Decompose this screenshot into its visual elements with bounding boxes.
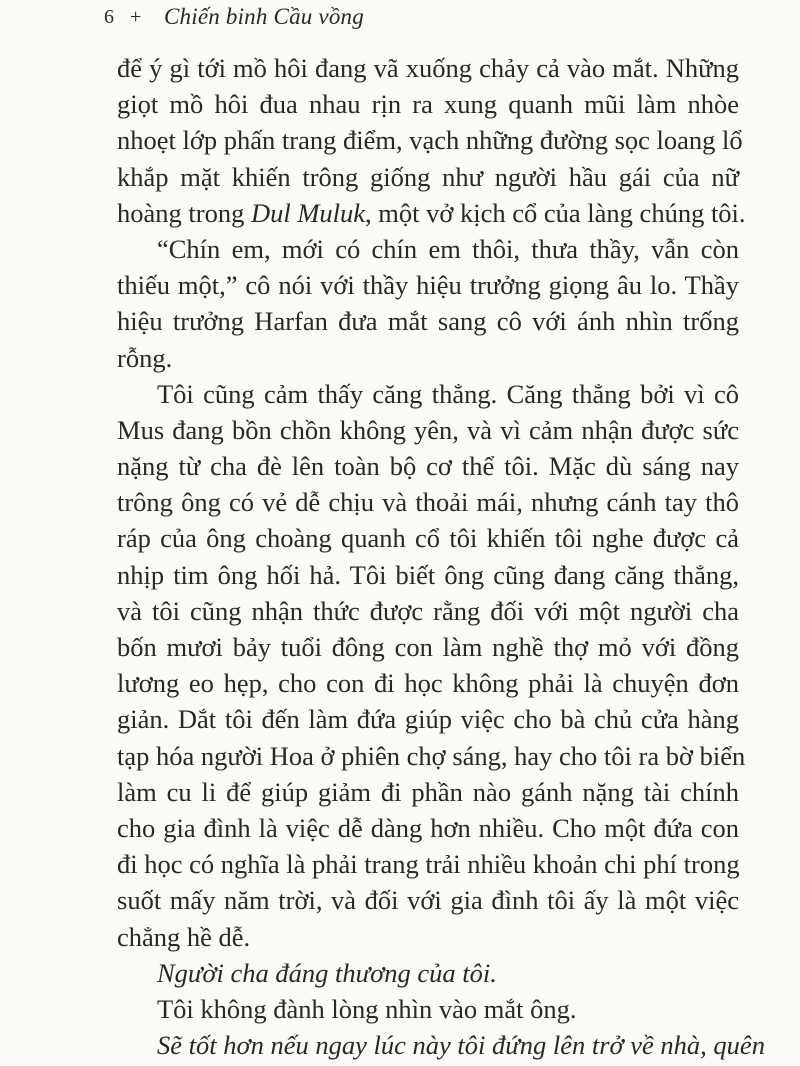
text-segment: trông ông có vẻ dễ chịu và thoải mái, nhưng cánh tay thô	[117, 487, 739, 518]
text-segment: để ý gì tới mồ hôi đang vã xuống chảy cả vào mắt. Những	[117, 53, 739, 83]
text-segment: “Chín em, mới có chín em thôi, thưa thầy, vẫn còn	[157, 233, 739, 264]
text-line	[117, 557, 739, 593]
running-title: Chiến binh Cầu vồng	[164, 4, 364, 29]
text-line	[117, 412, 739, 448]
text-line	[117, 448, 739, 484]
text-segment: hoàng trong	[117, 197, 251, 228]
text-line	[117, 774, 739, 810]
text-segment: giản. Dắt tôi đến làm đứa giúp việc cho bà chủ cửa hàng	[117, 704, 739, 735]
text-segment: suốt mấy năm trời, và đối với gia đình tôi ấy là một việc	[117, 885, 739, 916]
text-segment: Mus đang bồn chồn không yên, và vì cảm nhận được sức	[117, 414, 739, 445]
text-line	[117, 738, 746, 774]
text-line	[117, 665, 739, 701]
text-line	[117, 340, 739, 376]
text-line	[117, 846, 739, 882]
text-segment: Tôi cũng cảm thấy căng thẳng. Căng thẳng bởi vì cô	[157, 378, 739, 409]
text-segment: giọt mồ hôi đua nhau rịn ra xung quanh mũi làm nhòe	[117, 89, 739, 120]
text-line	[117, 701, 739, 737]
text-segment: , một vở kịch cổ của làng chúng tôi.	[365, 197, 746, 228]
text-line	[117, 303, 739, 339]
text-line	[117, 593, 739, 629]
text-line	[117, 484, 739, 520]
text-line	[117, 50, 739, 86]
text-segment: ráp của ông choàng quanh cổ tôi khiến tôi nghe được cả	[117, 523, 739, 554]
text-line	[117, 122, 743, 158]
text-segment: nặng từ cha đè lên toàn bộ cơ thể tôi. Mặc dù sáng nay	[117, 451, 739, 482]
text-line	[117, 1027, 765, 1063]
italic-text: Dul Muluk	[250, 197, 366, 228]
text-line	[117, 376, 739, 412]
text-line	[117, 810, 739, 846]
text-line	[117, 919, 739, 955]
text-segment: và tôi cũng nhận thức được rằng đối với một người cha	[117, 595, 739, 626]
text-segment: cho gia đình là việc dễ dàng hơn nhiều. Cho một đứa con	[117, 812, 739, 843]
text-segment: hiệu trưởng Harfan đưa mắt sang cô với ánh nhìn trống	[117, 306, 739, 337]
running-header	[104, 0, 364, 34]
italic-text: Sẽ tốt hơn nếu ngay lúc này tôi đứng lên trở về nhà, quên	[157, 1030, 765, 1061]
text-segment: rỗng.	[117, 342, 173, 373]
separator-cross-icon: +	[130, 5, 142, 28]
page-body-text	[117, 50, 765, 1063]
text-line	[117, 882, 739, 918]
italic-text: Người cha đáng thương của tôi.	[157, 957, 497, 988]
text-segment: nhịp tim ông hối hả. Tôi biết ông cũng đang căng thẳng,	[117, 559, 739, 590]
text-segment: nhoẹt lớp phấn trang điểm, vạch những đường sọc loang lổ	[117, 125, 743, 156]
text-line	[117, 520, 739, 556]
text-line	[117, 86, 739, 122]
text-segment: đi học có nghĩa là phải trang trải nhiều khoản chi phí trong	[117, 849, 740, 880]
text-segment: bốn mươi bảy tuổi đông con làm nghề thợ mỏ với đồng	[117, 632, 739, 662]
text-line	[117, 159, 739, 195]
text-segment: thiếu một,” cô nói với thầy hiệu trưởng giọng âu lo. Thầy	[117, 270, 739, 301]
text-segment: lương eo hẹp, cho con đi học không phải là chuyện đơn	[117, 668, 739, 699]
text-segment: làm cu li để giúp giảm đi phần nào gánh nặng tài chính	[117, 776, 739, 807]
text-line	[117, 629, 739, 665]
text-line	[117, 267, 739, 303]
text-segment: chẳng hề dễ.	[117, 921, 251, 952]
page-number: 6	[104, 5, 114, 28]
text-line	[117, 231, 739, 267]
text-segment: Tôi không đành lòng nhìn vào mắt ông.	[157, 993, 577, 1024]
text-segment: khắp mặt khiến trông giống như người hầu gái của nữ	[117, 161, 739, 192]
text-line	[117, 991, 739, 1027]
text-segment: tạp hóa người Hoa ở phiên chợ sáng, hay cho tôi ra bờ biển	[117, 740, 746, 771]
text-line	[117, 195, 746, 231]
text-line	[117, 955, 739, 991]
